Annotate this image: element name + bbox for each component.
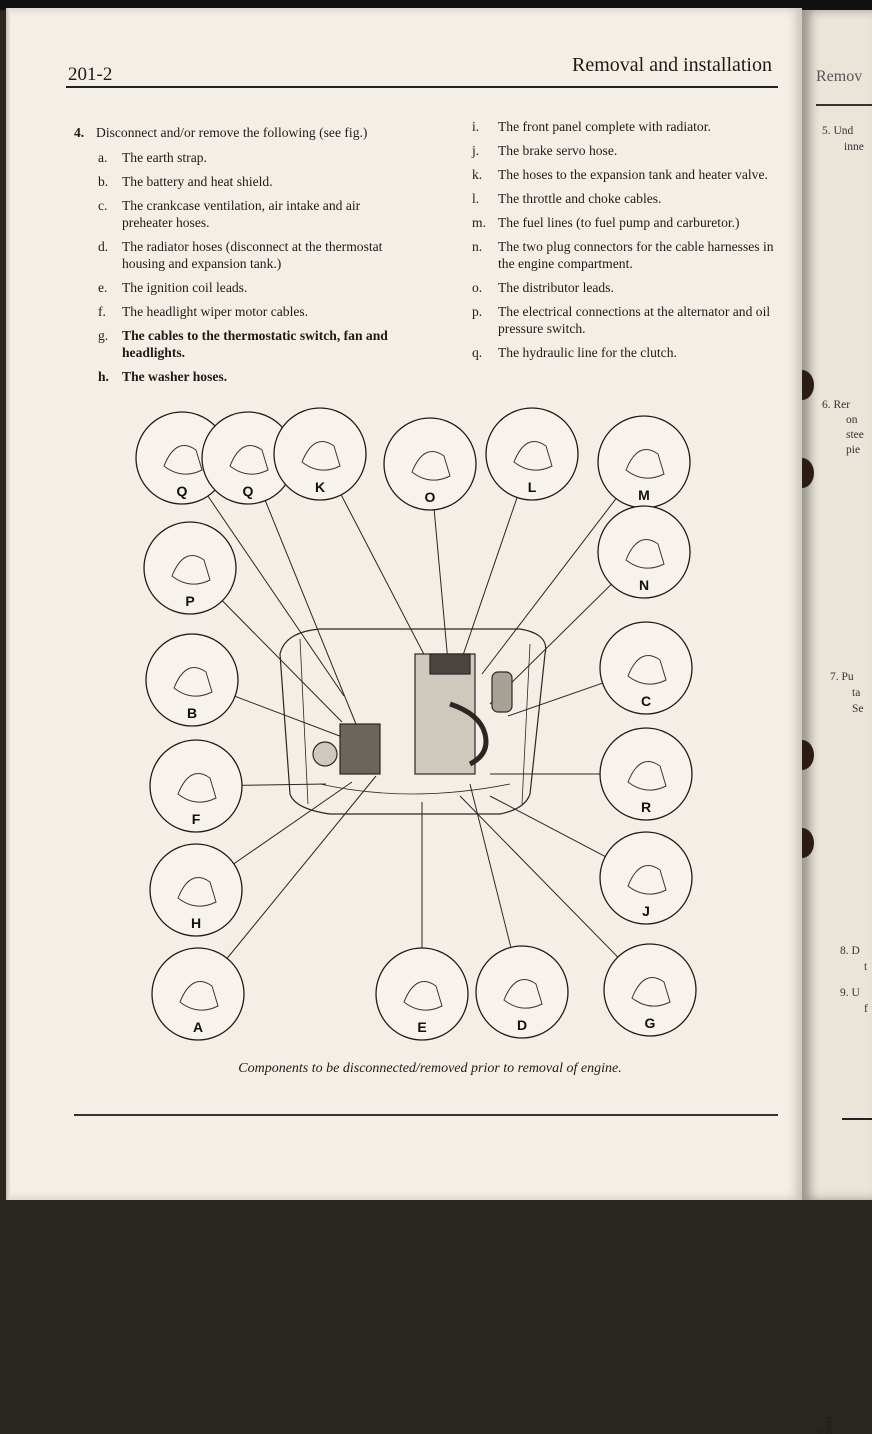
callout-m (598, 416, 690, 508)
next-page-title: Remov (816, 68, 863, 85)
item-letter: c. (98, 198, 108, 213)
next-line: t (864, 961, 868, 973)
footer-rule (74, 1114, 778, 1116)
item-text: The two plug connectors for the cable harnesses in the engine compartment. (498, 239, 774, 271)
callout-k (274, 408, 366, 500)
item-letter: q. (472, 345, 483, 360)
item-letter: e. (98, 280, 108, 295)
list-item-g (74, 327, 399, 361)
callout-e (376, 948, 468, 1040)
item-text: The ignition coil leads. (122, 280, 248, 295)
step-number: 5. (822, 125, 831, 137)
callout-l (486, 408, 578, 500)
callout-label: K (314, 479, 326, 495)
step-4-left-column (74, 124, 399, 392)
page-binding-edge (6, 8, 10, 1200)
item-text: The crankcase ventilation, air intake and air preheater hoses. (122, 198, 361, 230)
next-step-8 (840, 944, 860, 959)
callout-b (146, 634, 238, 726)
list-item-q (472, 344, 777, 361)
header-rule (66, 86, 778, 88)
callout-label: E (417, 1019, 427, 1035)
item-text: The hydraulic line for the clutch. (498, 345, 677, 360)
callout-label: J (642, 903, 650, 919)
item-text: The battery and heat shield. (122, 174, 273, 189)
callout-label: F (191, 811, 201, 827)
item-text: The washer hoses. (122, 369, 228, 384)
item-letter: i. (472, 119, 480, 134)
callout-a (152, 948, 244, 1040)
item-letter: h. (98, 369, 109, 384)
item-letter: b. (98, 174, 109, 189)
engine-bay-drawing (280, 629, 546, 814)
list-item-l (472, 190, 777, 207)
callout-label: P (185, 593, 195, 609)
next-page-rule (816, 104, 872, 106)
item-letter: g. (98, 328, 109, 343)
list-item-c (74, 197, 399, 231)
next-line: inne (844, 141, 864, 153)
carburetor-shape (430, 654, 470, 674)
next-line: stee (846, 429, 864, 441)
step-text: Pu (841, 671, 854, 683)
item-letter: n. (472, 239, 483, 254)
item-text: The front panel complete with radiator. (498, 119, 711, 134)
engine-diagram (130, 404, 710, 1064)
next-line: Se (852, 703, 864, 715)
callout-label: M (638, 487, 650, 503)
next-line: pie (846, 444, 861, 456)
list-item-m (472, 214, 777, 231)
item-text: The earth strap. (122, 150, 207, 165)
step-text: Und (833, 125, 854, 137)
callout-label: Q (176, 483, 188, 499)
callout-label: C (640, 693, 652, 709)
crossmember-line (320, 784, 510, 794)
next-line: on (846, 414, 858, 426)
item-letter: m. (472, 215, 486, 230)
item-text: The radiator hoses (disconnect at the thermostat housing and expansion tank.) (122, 239, 383, 271)
step-4-right-column (472, 118, 777, 368)
page-number: 201-2 (68, 64, 113, 85)
step-number: 9. (840, 987, 849, 999)
list-item-p (472, 303, 777, 337)
section-title: Removal and installation (572, 54, 772, 76)
callout-label: R (640, 799, 652, 815)
callout-label: D (516, 1017, 528, 1033)
item-text: The cables to the thermostatic switch, fan and headlights. (122, 328, 388, 360)
list-item-o (472, 279, 777, 296)
callout-n (598, 506, 690, 598)
callout-c (600, 622, 692, 714)
list-item-e (74, 279, 399, 296)
callout-j (600, 832, 692, 924)
item-text: The distributor leads. (498, 280, 614, 295)
list-item-n (472, 238, 777, 272)
next-step-5 (822, 124, 853, 139)
list-item-b (74, 173, 399, 190)
item-letter: d. (98, 239, 109, 254)
step-number: 6. (822, 399, 831, 411)
step-text: D (851, 945, 860, 957)
item-letter: a. (98, 150, 108, 165)
next-page-footer-rule (842, 1118, 872, 1120)
callout-label: Q (242, 483, 254, 499)
step-number: 8. (840, 945, 849, 957)
next-step-6 (822, 398, 850, 413)
callout-h (150, 844, 242, 936)
callout-label: G (644, 1015, 656, 1031)
list-item-k (472, 166, 777, 183)
item-text: The brake servo hose. (498, 143, 618, 158)
callout-f (150, 740, 242, 832)
item-text: The throttle and choke cables. (498, 191, 662, 206)
item-text: The fuel lines (to fuel pump and carburetor.) (498, 215, 740, 230)
coil-shape (313, 742, 337, 766)
battery-shape (340, 724, 380, 774)
engine-bay-outline (280, 629, 546, 814)
figure-code: S 2544 (816, 1416, 834, 1434)
callout-label: A (192, 1019, 204, 1035)
callout-label: O (424, 489, 436, 505)
step-number: 4. (74, 125, 85, 140)
step-number: 7. (830, 671, 839, 683)
item-letter: f. (98, 304, 106, 319)
punch-hole (802, 458, 814, 488)
punch-hole (802, 740, 814, 770)
next-page-edge (802, 10, 872, 1200)
punch-hole (802, 828, 814, 858)
item-letter: p. (472, 304, 483, 319)
item-text: The hoses to the expansion tank and heater valve. (498, 167, 768, 182)
item-text: The electrical connections at the alternator and oil pressure switch. (498, 304, 771, 336)
list-item-f (74, 303, 399, 320)
callout-p (144, 522, 236, 614)
callout-label: N (638, 577, 650, 593)
item-letter: k. (472, 167, 483, 182)
expansion-tank-shape (492, 672, 512, 712)
callout-label: H (190, 915, 202, 931)
item-letter: j. (472, 143, 480, 158)
next-line: f (864, 1003, 868, 1015)
callout-label: L (527, 479, 537, 495)
callout-o (384, 418, 476, 510)
item-text: The headlight wiper motor cables. (122, 304, 309, 319)
callout-label: B (186, 705, 198, 721)
item-letter: o. (472, 280, 483, 295)
list-item-h (74, 368, 399, 385)
item-letter: l. (472, 191, 480, 206)
list-item-j (472, 142, 777, 159)
next-line: ta (852, 687, 861, 699)
callout-d (476, 946, 568, 1038)
callout-g (604, 944, 696, 1036)
callout-r (600, 728, 692, 820)
punch-hole (802, 370, 814, 400)
list-item-d (74, 238, 399, 272)
list-item-i (472, 118, 777, 135)
step-text: Disconnect and/or remove the following (see fig.) (96, 125, 368, 140)
next-step-9 (840, 986, 860, 1001)
figure-caption: Components to be disconnected/removed prior to removal of engine. (238, 1061, 622, 1076)
next-step-7 (830, 670, 854, 685)
step-text: U (851, 987, 860, 999)
step-4-intro (74, 124, 399, 141)
list-item-a (74, 149, 399, 166)
step-text: Rer (833, 399, 851, 411)
